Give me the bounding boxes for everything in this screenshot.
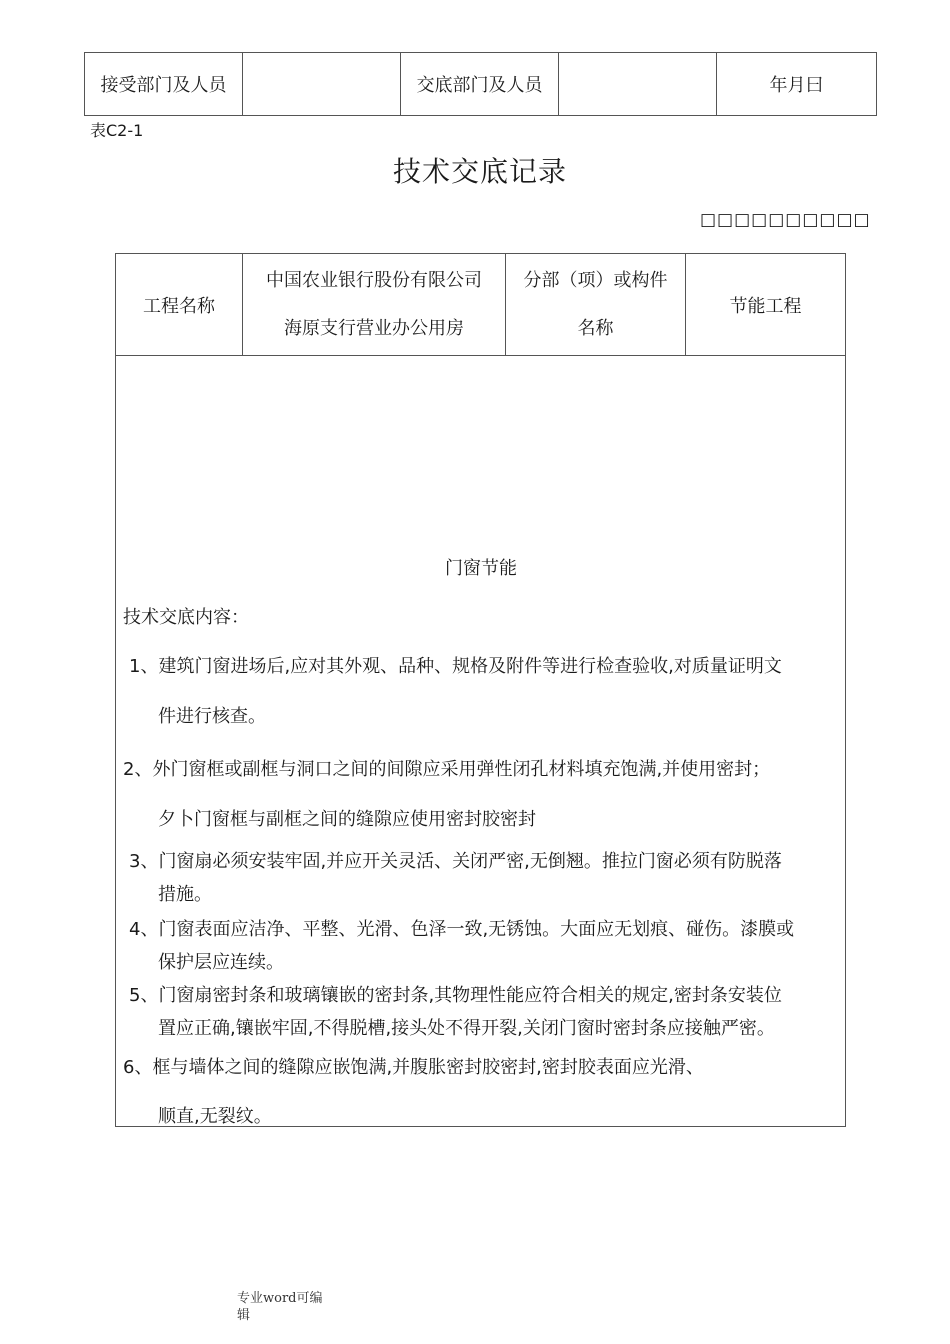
project-name-cell (243, 254, 506, 356)
division-label-cell (506, 254, 686, 356)
footer-note (237, 1290, 323, 1324)
disclosure-content (116, 356, 846, 1127)
issuer-label: 交底部门及人员 (401, 53, 559, 116)
page-title: 技术交底记录 (392, 155, 567, 188)
record-table (115, 253, 846, 1127)
division-label-line1: 分部（项）或构件 (523, 269, 668, 291)
sign-off-table (84, 52, 877, 116)
project-name-line2: 海原支行营业办公用房 (284, 317, 464, 339)
form-code: 表C2-1 (90, 121, 144, 140)
item-5-line2: 置应正确,镶嵌牢固,不得脱槽,接头处不得开裂,关闭门窗时密封条应接触严密。 (158, 1018, 775, 1039)
item-4-line2: 保护层应连续。 (158, 952, 284, 973)
date-label: 年月曰 (717, 53, 877, 116)
item-5-line1: 5、门窗扇密封条和玻璃镶嵌的密封条,其物理性能应符合相关的规定,密封条安装位 (129, 985, 782, 1006)
section-title: 门窗节能 (445, 558, 517, 579)
division-label-line2: 名称 (577, 317, 614, 339)
item-1-line2: 件进行核查。 (158, 706, 266, 727)
footer-line2: 辑 (237, 1308, 251, 1323)
content-intro: 技术交底内容： (123, 607, 249, 628)
serial-number: □□□□□□□□□□ (700, 210, 871, 230)
issuer-value (559, 53, 717, 116)
receiver-value (243, 53, 401, 116)
item-2-line1: 2、外门窗框或副框与洞口之间的间隙应采用弹性闭孔材料填充饱满,并使用密封； (123, 759, 771, 780)
item-3-line2: 措施。 (158, 884, 212, 905)
item-6-line1: 6、框与墙体之间的缝隙应嵌饱满,并腹胀密封胶密封,密封胶表面应光滑、 (123, 1057, 704, 1078)
item-2-line2: 夕卜门窗框与副框之间的缝隙应使用密封胶密封 (158, 809, 536, 830)
division-value: 节能工程 (686, 254, 846, 356)
receiver-label: 接受部门及人员 (85, 53, 243, 116)
project-name-line1: 中国农业银行股份有限公司 (266, 269, 482, 291)
project-name-label: 工程名称 (116, 254, 243, 356)
item-4-line1: 4、门窗表面应洁净、平整、光滑、色泽一致,无锈蚀。大面应无划痕、碰伤。漆膜或 (129, 919, 795, 940)
footer-line1: 专业word可编 (237, 1291, 323, 1306)
item-1-line1: 1、建筑门窗进场后,应对其外观、品种、规格及附件等进行检查验收,对质量证明文 (129, 656, 782, 677)
item-6-line2: 顺直,无裂纹。 (158, 1106, 272, 1127)
item-3-line1: 3、门窗扇必须安装牢固,并应开关灵活、关闭严密,无倒翘。推拉门窗必须有防脱落 (129, 851, 782, 872)
